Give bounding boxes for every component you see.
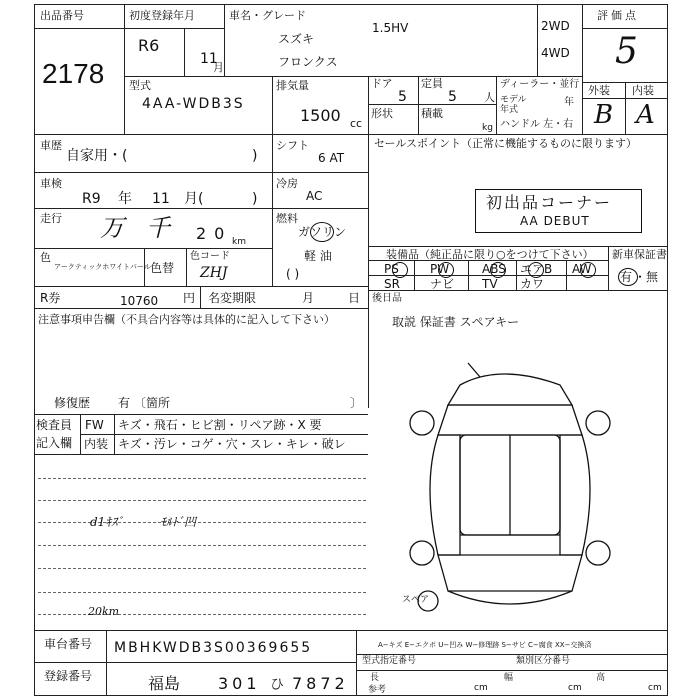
model-grade-label: 車名・グレード (229, 9, 306, 22)
name-change-label: 名変期限 (208, 291, 257, 305)
inspection-value: R9 (82, 191, 101, 207)
interior-check-text: キズ・汚レ・コゲ・穴・スレ・キレ・破レ (118, 437, 346, 451)
equipment-circle (528, 262, 544, 278)
fw-label: FW (85, 418, 104, 432)
lot-number-label: 出品番号 (40, 9, 84, 22)
handle-label: ハンドル 左・右 (500, 119, 574, 130)
warranty-yes: 有 (620, 270, 633, 284)
fuel-label: 燃料 (276, 212, 298, 225)
exterior-label: 外装 (588, 84, 610, 97)
notes-label: 注意事項申告欄（不具合内容等は具体的に記入して下さい） (38, 313, 335, 326)
doors-label: ドア (371, 77, 393, 90)
history-close: ) (252, 148, 258, 164)
score-value: 5 (615, 31, 638, 72)
recycle-unit: 円 (183, 291, 196, 305)
ac-label: 冷房 (276, 177, 298, 190)
shape-label: 形状 (371, 107, 393, 120)
load-label: 積載 (421, 107, 443, 120)
mileage-sen: 千 (146, 214, 170, 242)
repair-location: 〔箇所 (134, 396, 171, 410)
equipment-circle (438, 262, 454, 278)
equipment-item: エアB (520, 262, 553, 276)
height-unit: cm (648, 683, 662, 693)
equipment-circle (490, 262, 506, 278)
width-unit: cm (568, 683, 582, 693)
equipment-item: ABS (482, 262, 506, 276)
model-type-label: 型式 (129, 79, 151, 92)
recycle-label: R券 (40, 291, 61, 305)
repair-label: 修復歴 (54, 396, 91, 410)
first-reg-month-unit: 月 (213, 61, 224, 74)
color-value: アークティックホワイトパール (54, 263, 151, 271)
plate-number: 7872 (292, 674, 349, 693)
interior-label: 内装 (632, 84, 654, 97)
chassis-label: 車台番号 (44, 637, 93, 651)
sales-point-label: セールスポイント（正常に機能するものに限ります） (374, 137, 638, 150)
first-reg-month: 11 (200, 51, 218, 67)
fuel-value: ガソリン (298, 225, 347, 239)
category-number-label: 類別区分番号 (516, 656, 571, 666)
inspector-label-1: 検査員 (36, 418, 73, 432)
length-unit: cm (474, 683, 488, 693)
warranty-label: 新車保証書 (612, 248, 667, 261)
damage-legend: A−キズ E−エクボ U−凹み W−修理跡 S−サビ C−腐食 XX−交換済 (378, 641, 592, 649)
post-items-label: 後日品 (372, 293, 402, 304)
inspector-note-1: d1ｷｽﾞ (90, 515, 124, 529)
model-year-label: モデル年式 (500, 95, 527, 115)
capacity-label: 定員 (421, 77, 443, 90)
name-change-day: 日 (348, 291, 361, 305)
mileage-man: 万 (100, 214, 124, 242)
maker-name: スズキ (278, 32, 315, 46)
equipment-item: PW (430, 262, 450, 276)
plate-kana: ひ (270, 677, 284, 693)
interior-grade: A (636, 100, 655, 130)
inspector-label-2: 記入欄 (36, 436, 73, 450)
plate-label: 登録番号 (44, 669, 93, 683)
color-code-label: 色コード (190, 251, 230, 262)
drive-2wd: 2WD (541, 19, 570, 33)
inspection-label: 車検 (40, 177, 62, 190)
grade: 1.5HV (372, 21, 409, 35)
warranty-no: ・無 (634, 270, 659, 284)
exterior-grade: B (594, 100, 614, 130)
ac-value: AC (306, 189, 323, 203)
width-label: 幅 (504, 673, 514, 683)
chassis-number: MBHKWDB3S00369655 (114, 640, 313, 656)
model-type-value: 4AA-WDB3S (142, 96, 245, 112)
name-change-month: 月 (302, 291, 315, 305)
mileage-note: 20km (88, 605, 120, 618)
shift-label: シフト (276, 139, 309, 152)
color-change-label: 色替 (150, 261, 175, 275)
inspector-note-2: ﾓﾙﾄﾞ凹 (160, 515, 197, 529)
warranty-circle (618, 268, 638, 286)
repair-value: 有 (118, 396, 131, 410)
type-designation-label: 型式指定番号 (362, 656, 417, 666)
fuel-circle (310, 222, 334, 242)
model-year-unit: 年 (564, 97, 574, 108)
displacement-label: 排気量 (276, 79, 309, 92)
dealer-label: ディーラー・並行 (500, 79, 580, 90)
score-label: 評価点 (597, 9, 639, 22)
equipment-item: AW (572, 262, 592, 276)
fuel-paren: ( ) (286, 267, 300, 281)
model-name: フロンクス (278, 55, 338, 69)
shift-value: 6 AT (318, 151, 345, 165)
repair-close: 〕 (350, 396, 363, 410)
doors-value: 5 (398, 89, 407, 105)
mileage-label: 走行 (40, 212, 62, 225)
displacement-unit: cc (350, 117, 363, 130)
history-label: 車歴 (40, 139, 62, 152)
equipment-item: ナビ (430, 277, 455, 291)
color-code-value: ZHJ (200, 265, 228, 281)
lot-number: 2178 (42, 58, 105, 89)
stamp-title: 初出品コーナー (486, 193, 613, 212)
fuel-light-oil: 軽 油 (304, 249, 332, 263)
plate-class: 301 (218, 674, 261, 693)
capacity-value: 5 (448, 89, 457, 105)
plate-region: 福島 (148, 674, 181, 693)
capacity-unit: 人 (484, 91, 495, 104)
interior-check-label: 内装 (84, 437, 109, 451)
inspection-year-unit: 年 (118, 191, 132, 207)
equipment-item: カワ (520, 277, 545, 291)
height-label: 高 (596, 673, 606, 683)
drive-4wd: 4WD (541, 46, 570, 60)
color-label: 色 (40, 251, 51, 264)
mileage-value: 20 (196, 224, 233, 243)
equipment-label: 装備品（純正品に限り○をつけて下さい） (386, 248, 594, 261)
stamp-subtitle: AA DEBUT (520, 214, 590, 228)
load-unit: kg (482, 123, 493, 133)
inspection-close: ) (252, 191, 258, 207)
first-reg-label: 初度登録年月 (129, 9, 195, 22)
recycle-value: 10760 (120, 294, 159, 308)
equipment-item: SR (384, 277, 400, 291)
history-value: 自家用・( (66, 148, 128, 164)
equipment-circle (580, 262, 596, 278)
car-diagram (400, 355, 660, 625)
inspection-month: 11 (152, 191, 170, 207)
spare-tire-label: スペア (402, 595, 430, 605)
fw-text: キズ・飛石・ヒビ割・リペア跡・X 要 (118, 418, 322, 432)
mileage-unit: km (232, 237, 246, 247)
first-reg-year: R6 (138, 36, 160, 55)
displacement-value: 1500 (300, 106, 341, 125)
inspection-month-unit: 月( (184, 191, 204, 207)
equipment-item: TV (482, 277, 498, 291)
ref-label: 参考 (368, 685, 387, 695)
equipment-item: PS (384, 262, 399, 276)
equipment-circle (392, 262, 408, 278)
length-label: 長 (370, 673, 380, 683)
post-items-value: 取説 保証書 スペアキー (392, 315, 520, 329)
